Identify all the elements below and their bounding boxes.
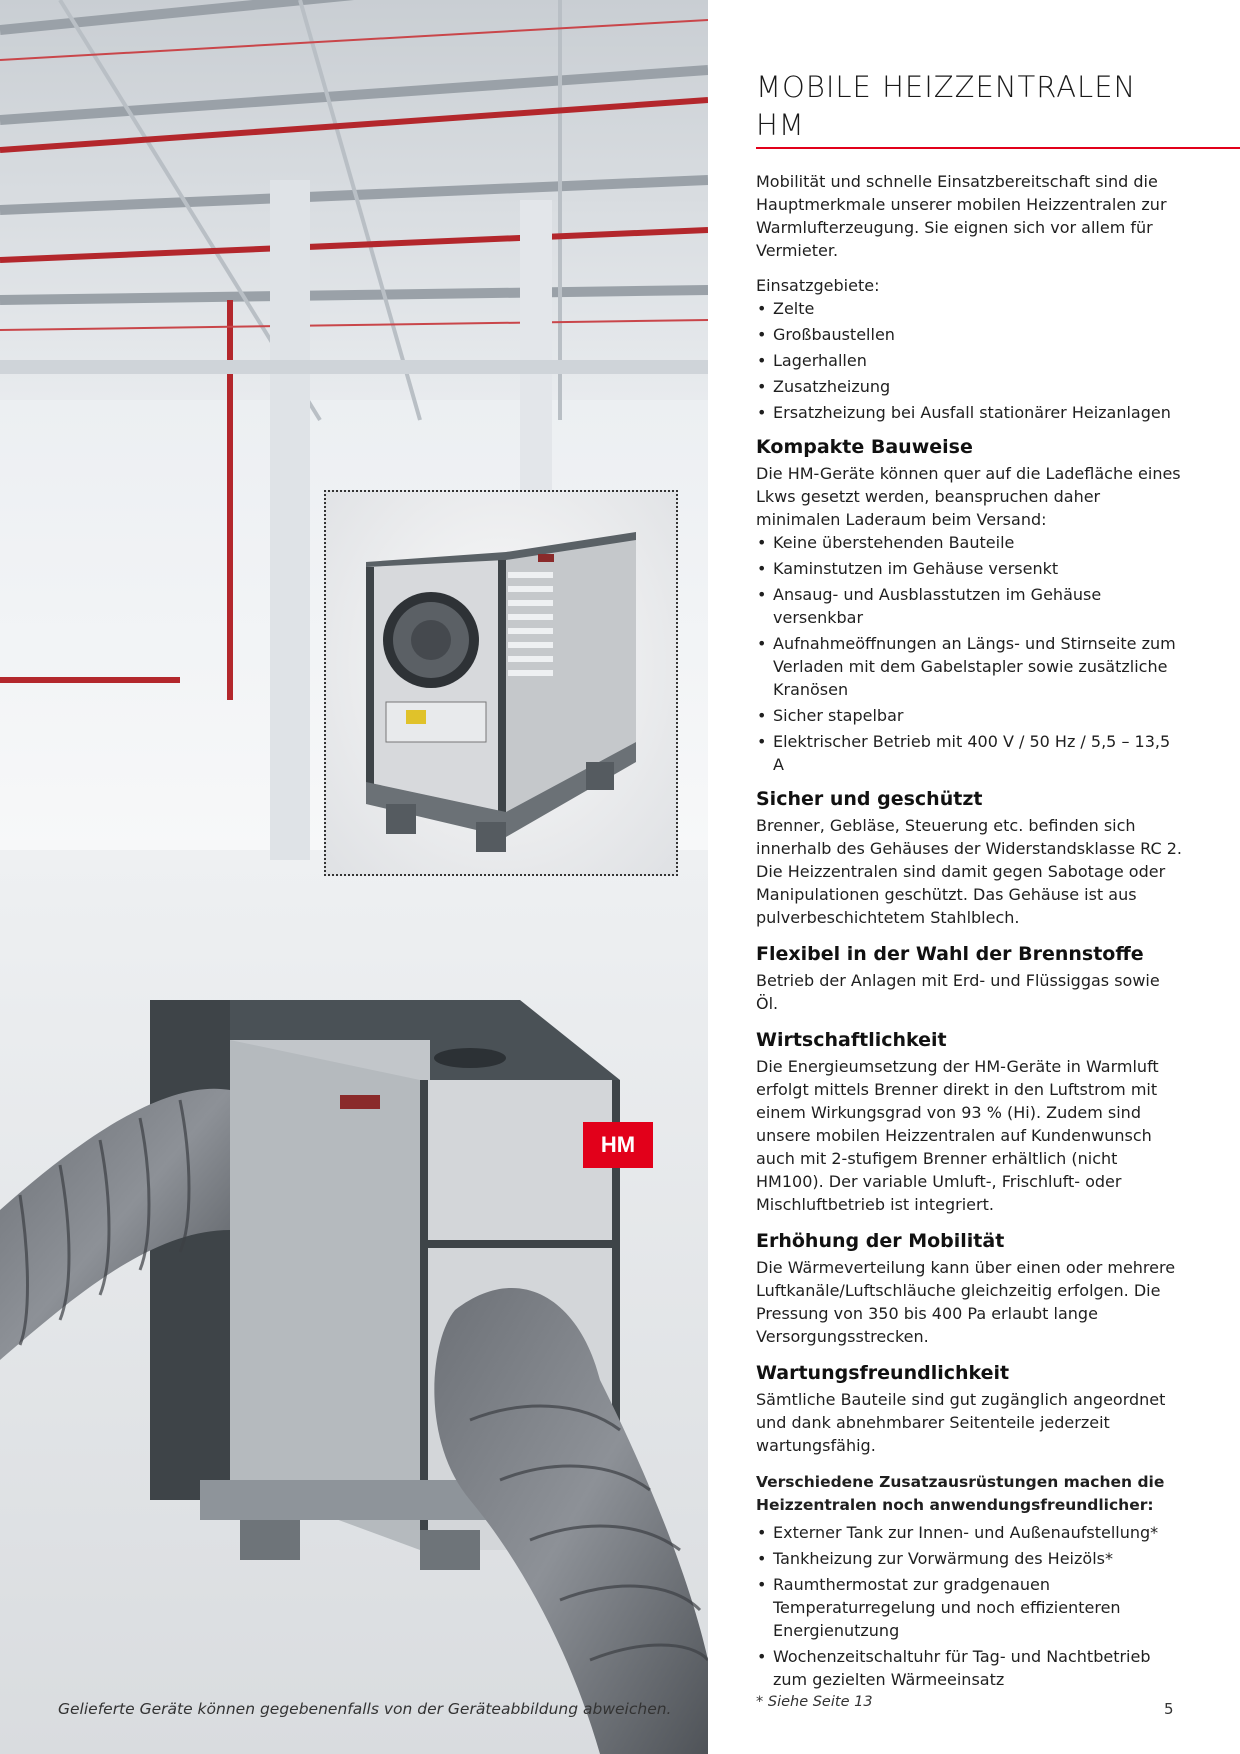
section-text: Sämtliche Bauteile sind gut zugänglich angeordnet und dank abnehmbarer Seitenteile jederzeit wartungsfähig. — [756, 1390, 1166, 1455]
list-item: • Externer Tank zur Innen- und Außenaufstellung* — [756, 1521, 1186, 1544]
uses-list — [756, 297, 1186, 424]
section-text: Die Wärmeverteilung kann über einen oder mehrere Luftkanäle/Luftschläuche gleichzeitig erfolgen. Die Pressung von 350 bis 400 Pa erlaubt lange Versorgungsstrecken. — [756, 1258, 1176, 1346]
list-item: • Kaminstutzen im Gehäuse versenkt — [756, 557, 1186, 580]
section-heading: Wartungsfreundlichkeit — [756, 1362, 1010, 1384]
page-title — [756, 68, 1136, 144]
inset-product-image — [324, 490, 678, 876]
footnote: * Siehe Seite 13 — [756, 1694, 873, 1710]
list-item: • Ersatzheizung bei Ausfall stationärer Heizanlagen — [756, 401, 1186, 424]
page-number: 5 — [1164, 1700, 1174, 1718]
kompakt-list — [756, 531, 1186, 776]
list-item: • Wochenzeitschaltuhr für Tag- und Nachtbetrieb zum gezielten Wärmeeinsatz — [756, 1645, 1186, 1691]
page-title-line2: HM — [756, 108, 805, 142]
list-item: • Aufnahmeöffnungen an Längs- und Stirnseite zum Verladen mit dem Gabelstapler sowie zusätzliche Kranösen — [756, 632, 1186, 701]
section-heading: Flexibel in der Wahl der Brennstoffe — [756, 943, 1144, 965]
page-title-line1: MOBILE HEIZZENTRALEN — [756, 70, 1137, 104]
list-item: • Raumthermostat zur gradgenauen Temperaturregelung und noch effizienteren Energienutzung — [756, 1573, 1186, 1642]
section-heading: Wirtschaftlichkeit — [756, 1029, 947, 1051]
title-rule — [756, 147, 1240, 149]
image-caption: Gelieferte Geräte können gegebenenfalls von der Geräteabbildung abweichen. — [58, 1700, 672, 1718]
hm-badge: HM — [583, 1122, 653, 1168]
list-item: • Zusatzheizung — [756, 375, 1186, 398]
list-item: • Tankheizung zur Vorwärmung des Heizöls* — [756, 1547, 1186, 1570]
section-heading: Kompakte Bauweise — [756, 436, 973, 458]
section-text: Die Energieumsetzung der HM-Geräte in Warmluft erfolgt mittels Brenner direkt in den Luftstrom mit einem Wirkungsgrad von 93 % (Hi). Zudem sind unsere mobilen Heizzentralen auf Kundenwunsch auch mit 2-stufigem Brenner erhältlich (nicht HM100). Der variable Umluft-, Frischluft- oder Mischluftbetrieb ist integriert. — [756, 1057, 1159, 1214]
body-text — [756, 170, 1186, 1701]
heater-unit-illustration — [326, 492, 676, 874]
extras-list — [756, 1521, 1186, 1691]
list-item: • Elektrischer Betrieb mit 400 V / 50 Hz / 5,5 – 13,5 A — [756, 730, 1186, 776]
section-text: Betrieb der Anlagen mit Erd- und Flüssiggas sowie Öl. — [756, 971, 1160, 1013]
intro-paragraph: Mobilität und schnelle Einsatzbereitschaft sind die Hauptmerkmale unserer mobilen Heizzentralen zur Warmlufterzeugung. Sie eignen sich vor allem für Vermieter. — [756, 172, 1167, 260]
section-text: Die HM-Geräte können quer auf die Ladefläche eines Lkws gesetzt werden, beanspruchen daher minimalen Laderaum beim Versand: — [756, 464, 1181, 529]
extras-intro: Verschiedene Zusatzausrüstungen machen die Heizzentralen noch anwendungsfreundlicher: — [756, 1473, 1165, 1514]
list-item: • Lagerhallen — [756, 349, 1186, 372]
section-heading: Erhöhung der Mobilität — [756, 1230, 1005, 1252]
uses-label: Einsatzgebiete: — [756, 276, 880, 295]
list-item: • Keine überstehenden Bauteile — [756, 531, 1186, 554]
list-item: • Sicher stapelbar — [756, 704, 1186, 727]
list-item: • Großbaustellen — [756, 323, 1186, 346]
section-text: Brenner, Gebläse, Steuerung etc. befinden sich innerhalb des Gehäuses der Widerstandsklasse RC 2. Die Heizzentralen sind damit gegen Sabotage oder Manipulationen geschützt. Das Gehäuse ist aus pulverbeschichtetem Stahlblech. — [756, 816, 1183, 927]
list-item: • Zelte — [756, 297, 1186, 320]
list-item: • Ansaug- und Ausblasstutzen im Gehäuse versenkbar — [756, 583, 1186, 629]
section-heading: Sicher und geschützt — [756, 788, 983, 810]
